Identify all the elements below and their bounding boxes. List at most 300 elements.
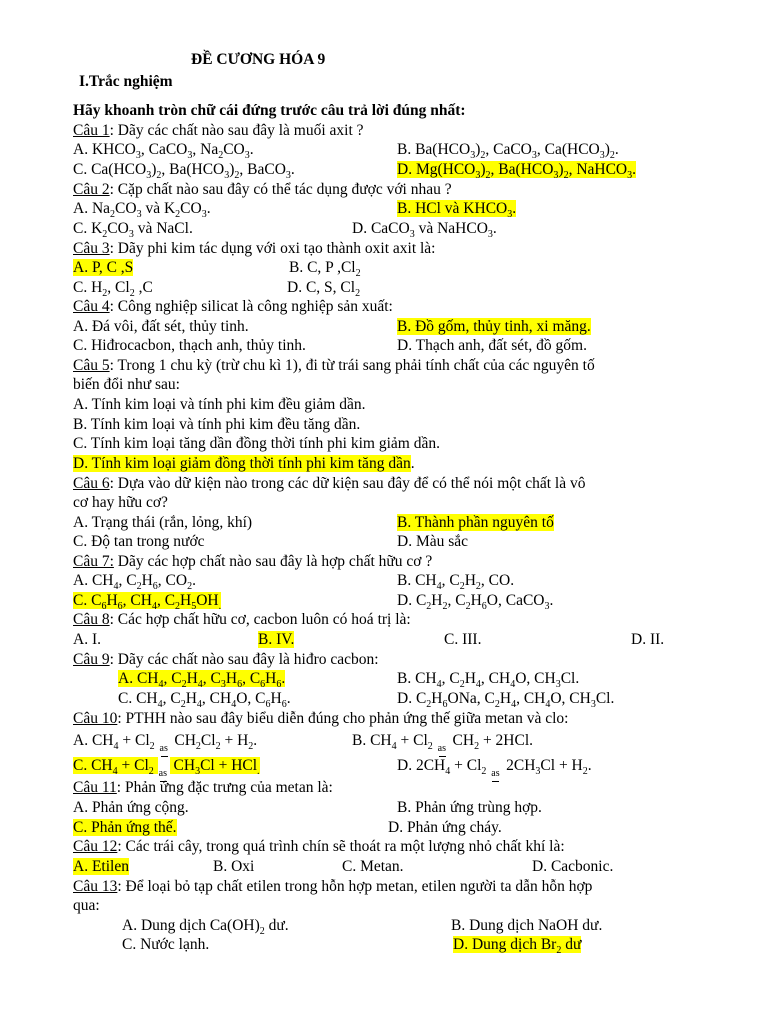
- formula-text: B. CH: [352, 732, 392, 749]
- formula-text: dư.: [264, 917, 289, 934]
- q3-option-c[interactable]: [73, 278, 153, 300]
- q3-option-a[interactable]: [73, 258, 133, 277]
- formula-subscript: 2: [195, 741, 201, 753]
- question-10: [73, 709, 568, 728]
- q7-option-b[interactable]: [397, 571, 515, 593]
- formula-subscript: 2: [248, 741, 254, 753]
- formula-subscript: 3: [224, 170, 230, 182]
- formula-text: O, CH: [550, 690, 591, 707]
- q3-option-d[interactable]: [287, 278, 361, 300]
- q10-option-b[interactable]: [352, 731, 534, 754]
- q10-option-a[interactable]: [73, 731, 258, 754]
- formula-text: H: [185, 690, 197, 707]
- answer-highlight: [453, 936, 582, 957]
- q13-option-c[interactable]: C. Nước lạnh.: [122, 936, 210, 953]
- question-number: Câu 3: [73, 240, 110, 257]
- q11-option-d[interactable]: D. Phản ứng cháy.: [388, 819, 502, 836]
- q12-option-a[interactable]: [73, 857, 129, 876]
- q2-option-b[interactable]: [397, 199, 517, 221]
- formula-text: ): [475, 141, 481, 158]
- arrow-bar: [492, 781, 499, 782]
- question-8: [73, 610, 411, 629]
- formula-text: ONa, C: [447, 690, 495, 707]
- formula-subscript: 2: [481, 766, 487, 778]
- formula-subscript: 2: [485, 170, 491, 182]
- formula-subscript: 2: [355, 268, 361, 280]
- formula-text: .: [512, 200, 517, 217]
- formula-subscript: 2: [181, 679, 187, 691]
- formula-text: , C: [156, 592, 176, 609]
- formula-text: CH: [170, 732, 196, 749]
- formula-text: , CH: [480, 670, 511, 687]
- q8-option-b[interactable]: [258, 630, 294, 649]
- formula-subscript: 2: [609, 150, 615, 162]
- reactants: [352, 732, 437, 753]
- formula-text: và NaCl.: [133, 220, 193, 237]
- q13-option-d[interactable]: [453, 935, 582, 957]
- formula-subscript: 4: [436, 679, 442, 691]
- formula-subscript: 4: [475, 679, 481, 691]
- formula-text: , C: [118, 572, 137, 589]
- formula-text: , Ba(HCO: [161, 161, 225, 178]
- formula-subscript: 4: [545, 699, 551, 711]
- products: [448, 732, 534, 753]
- formula-text: , CaCO: [485, 141, 532, 158]
- q8-option-c[interactable]: C. III.: [444, 631, 482, 648]
- question-number: Câu 6: [73, 475, 110, 492]
- formula-subscript: 2: [442, 601, 448, 613]
- question-number: Câu 5: [73, 357, 110, 374]
- q8-option-a[interactable]: A. I.: [73, 631, 101, 648]
- answer-highlight: [169, 757, 260, 778]
- question-number: Câu 13: [73, 878, 118, 895]
- answer-highlight: C. Phản ứng thế.: [73, 819, 177, 836]
- q4-option-c[interactable]: C. Hiđrocacbon, thạch anh, thủy tinh.: [73, 337, 306, 354]
- formula-text: H: [431, 690, 443, 707]
- formula-text: .: [192, 572, 196, 589]
- formula-text: .: [632, 161, 637, 178]
- q7-option-c[interactable]: [73, 591, 222, 613]
- formula-subscript: 2: [426, 699, 432, 711]
- question-text: : Dựa vào dữ kiện nào trong các dữ kiện sau đây để có thể nói một chất là vô: [109, 475, 586, 492]
- formula-text: CH: [448, 732, 475, 749]
- formula-subscript: 3: [555, 679, 561, 691]
- formula-subscript: 3: [507, 209, 513, 221]
- question-5: [73, 356, 595, 375]
- formula-subscript: 3: [475, 170, 481, 182]
- answer-highlight: B. Đồ gốm, thủy tinh, xi măng.: [397, 318, 591, 335]
- formula-text: .: [549, 592, 554, 609]
- formula-text: , CaCO: [140, 141, 188, 158]
- q13-option-b[interactable]: B. Dung dịch NaOH dư.: [451, 917, 603, 934]
- q6-option-d[interactable]: D. Màu sắc: [397, 533, 469, 550]
- formula-text: CO: [180, 200, 202, 217]
- q9-option-a[interactable]: [118, 669, 286, 691]
- formula-text: Cl + HCl: [200, 757, 258, 774]
- formula-subscript: 6: [442, 699, 448, 711]
- formula-text: , Ca(HCO: [536, 141, 600, 158]
- formula-subscript: 3: [553, 170, 559, 182]
- question-11: [73, 778, 333, 797]
- formula-text: , BaCO: [239, 161, 286, 178]
- reactants: [397, 757, 490, 778]
- formula-subscript: 3: [195, 766, 201, 778]
- formula-text: B. C, P ,Cl: [289, 259, 356, 276]
- reactants: [73, 732, 159, 753]
- formula-text: , C: [162, 690, 181, 707]
- q4-option-d[interactable]: D. Thạch anh, đất sét, đồ gốm.: [397, 337, 587, 354]
- formula-text: , Cl: [107, 279, 130, 296]
- q2-option-c[interactable]: [73, 219, 193, 241]
- formula-text: , CO.: [480, 572, 515, 589]
- question-5-continued: biến đổi như sau:: [73, 376, 180, 393]
- q4-option-b[interactable]: [397, 317, 591, 336]
- formula-text: CO: [223, 141, 245, 158]
- formula-subscript: 2: [218, 150, 224, 162]
- formula-text: D. Dung dịch Br: [453, 936, 557, 953]
- formula-subscript: 2: [234, 170, 240, 182]
- formula-text: + Cl: [450, 757, 482, 774]
- question-text: : Các hợp chất hữu cơ, cacbon luôn có hoá trị là:: [109, 611, 411, 628]
- question-text: : Trong 1 chu kỳ (trừ chu kì 1), đi từ trái sang phải tính chất của các nguyên tố: [109, 357, 595, 374]
- q12-option-b[interactable]: B. Oxi: [213, 858, 255, 875]
- formula-subscript: 2: [474, 741, 480, 753]
- formula-text: B. Ba(HCO: [397, 141, 471, 158]
- formula-subscript: 3: [627, 170, 633, 182]
- question-9: [73, 650, 379, 669]
- formula-text: Cl.: [560, 670, 580, 687]
- formula-text: D. C, S, Cl: [287, 279, 356, 296]
- q6-option-a[interactable]: A. Trạng thái (rắn, lỏng, khí): [73, 514, 253, 531]
- formula-text: H: [464, 572, 476, 589]
- q1-option-a[interactable]: [73, 140, 254, 162]
- formula-subscript: 2: [355, 288, 361, 300]
- formula-subscript: 2: [175, 601, 181, 613]
- formula-text: .: [614, 141, 619, 158]
- formula-text: + 2HCl.: [479, 732, 534, 749]
- formula-text: D. 2CH: [397, 757, 446, 774]
- formula-text: C. CH: [73, 757, 113, 774]
- as-label: as: [437, 743, 446, 754]
- formula-subscript: 3: [135, 150, 141, 162]
- formula-text: ): [229, 161, 235, 178]
- q9-option-b[interactable]: [397, 669, 580, 691]
- formula-text: + Cl: [118, 732, 150, 749]
- formula-subscript: 3: [128, 229, 134, 241]
- formula-subscript: 2: [148, 766, 154, 778]
- formula-text: H: [431, 592, 443, 609]
- formula-text: .: [249, 141, 254, 158]
- q4-option-a[interactable]: A. Đá vôi, đất sét, thủy tinh.: [73, 318, 249, 335]
- formula-text: , CO: [157, 572, 188, 589]
- formula-text: ): [558, 161, 564, 178]
- formula-subscript: 6: [281, 699, 287, 711]
- question-number: Câu 2: [73, 181, 110, 198]
- formula-subscript: 3: [599, 150, 605, 162]
- formula-text: C. Ca(HCO: [73, 161, 147, 178]
- formula-text: H: [470, 592, 482, 609]
- q1-option-c[interactable]: [73, 160, 295, 182]
- formula-subscript: 4: [445, 766, 451, 778]
- question-text: : Cặp chất nào sau đây có thể tác dụng được với nhau ?: [109, 181, 452, 198]
- formula-subscript: 3: [244, 150, 250, 162]
- formula-text: + Cl: [117, 757, 149, 774]
- question-4: [73, 297, 393, 316]
- formula-subscript: 2: [427, 741, 433, 753]
- formula-subscript: 6: [117, 601, 123, 613]
- page-title: ĐỀ CƯƠNG HÓA 9: [191, 51, 326, 68]
- formula-subscript: 2: [187, 581, 193, 593]
- q2-option-a[interactable]: [73, 199, 211, 221]
- as-label: as: [491, 768, 500, 779]
- formula-subscript: 4: [112, 766, 118, 778]
- formula-subscript: 2: [465, 601, 471, 613]
- formula-text: H: [141, 572, 153, 589]
- q5-option-a[interactable]: A. Tính kim loại và tính phi kim đều giảm dần.: [73, 396, 366, 413]
- formula-subscript: 2: [582, 766, 588, 778]
- formula-subscript: 2: [563, 170, 569, 182]
- formula-subscript: 3: [201, 209, 207, 221]
- formula-text: A. CH: [73, 732, 114, 749]
- question-text: : Dãy các chất nào sau đây là hiđro cacbon:: [109, 651, 379, 668]
- formula-subscript: 6: [152, 581, 158, 593]
- formula-text: .: [286, 690, 291, 707]
- formula-text: C. CH: [118, 690, 158, 707]
- formula-text: D. CaCO: [352, 220, 410, 237]
- formula-text: CH: [169, 757, 196, 774]
- formula-text: [155, 732, 159, 749]
- question-number: Câu 9: [73, 651, 110, 668]
- question-number: Câu 4: [73, 298, 110, 315]
- q12-option-d[interactable]: D. Cacbonic.: [532, 858, 614, 875]
- formula-subscript: 4: [113, 581, 119, 593]
- question-6: [73, 474, 585, 493]
- formula-text: .: [587, 757, 592, 774]
- q5-option-c[interactable]: C. Tính kim loại tăng dần đồng thời tính phi kim giảm dần.: [73, 435, 440, 452]
- formula-subscript: 3: [531, 150, 537, 162]
- formula-subscript: 6: [276, 679, 282, 691]
- formula-subscript: 3: [487, 229, 493, 241]
- q7-option-d[interactable]: [397, 591, 554, 613]
- formula-text: A. Na: [73, 200, 111, 217]
- formula-text: , C: [441, 572, 460, 589]
- formula-text: D. C: [397, 592, 427, 609]
- q11-option-a[interactable]: A. Phản ứng cộng.: [73, 799, 189, 816]
- formula-text: .: [281, 670, 286, 687]
- formula-text: ): [480, 161, 486, 178]
- q6-option-b[interactable]: [397, 513, 554, 532]
- formula-text: .: [206, 200, 211, 217]
- formula-subscript: 4: [158, 679, 164, 691]
- q10-option-c[interactable]: [73, 756, 260, 779]
- answer-highlight: A. Etilen: [73, 858, 129, 875]
- formula-text: A. KHCO: [73, 141, 136, 158]
- formula-subscript: 3: [409, 229, 415, 241]
- q1-option-d[interactable]: [397, 160, 637, 182]
- q9-option-c[interactable]: [118, 689, 291, 711]
- formula-subscript: 4: [231, 699, 237, 711]
- question-2: [73, 180, 452, 199]
- formula-subscript: 2: [459, 679, 465, 691]
- formula-text: O, CH: [515, 670, 556, 687]
- formula-text: B. CH: [397, 572, 437, 589]
- question-text: : Dãy phi kim tác dụng với oxi tạo thành oxit axit là:: [109, 240, 436, 257]
- formula-text: B. HCl và KHCO: [397, 200, 508, 217]
- formula-subscript: 4: [391, 741, 397, 753]
- answer-highlight: D. Tính kim loại giảm đồng thời tính phi kim tăng dần: [73, 455, 411, 472]
- q2-option-d[interactable]: [352, 219, 497, 241]
- formula-subscript: 2: [459, 581, 465, 593]
- formula-subscript: 3: [220, 679, 226, 691]
- q9-option-d[interactable]: [397, 689, 615, 711]
- formula-text: ): [604, 141, 610, 158]
- q11-option-c[interactable]: [73, 818, 177, 837]
- formula-text: Cl: [200, 732, 216, 749]
- q5-option-d[interactable]: [73, 454, 415, 473]
- formula-text: .: [253, 732, 258, 749]
- formula-subscript: 3: [470, 150, 476, 162]
- formula-subscript: 2: [494, 699, 500, 711]
- q1-option-b[interactable]: [397, 140, 619, 162]
- answer-highlight: B. IV.: [258, 631, 295, 648]
- formula-subscript: 3: [187, 150, 193, 162]
- q13-option-a[interactable]: [122, 916, 289, 938]
- q7-option-a[interactable]: [73, 571, 196, 593]
- formula-text: A. Dung dịch Ca(OH): [122, 917, 260, 934]
- formula-text: , C: [441, 670, 460, 687]
- formula-subscript: 2: [110, 209, 116, 221]
- question-number: Câu 7:: [73, 553, 114, 570]
- formula-text: Cl.: [595, 690, 615, 707]
- formula-text: dư: [561, 936, 582, 953]
- formula-text: .: [492, 220, 497, 237]
- question-3: [73, 239, 436, 258]
- formula-text: , C: [447, 592, 466, 609]
- q10-option-d[interactable]: [397, 756, 592, 779]
- formula-text: và NaHCO: [414, 220, 488, 237]
- formula-text: H: [106, 592, 118, 609]
- question-text: : Phản ứng đặc trưng của metan là:: [116, 779, 333, 796]
- formula-subscript: 2: [215, 741, 221, 753]
- formula-text: O, C: [236, 690, 266, 707]
- formula-subscript: 2: [426, 601, 432, 613]
- question-number: Câu 8: [73, 611, 110, 628]
- formula-subscript: 6: [260, 679, 266, 691]
- formula-subscript: 4: [196, 699, 202, 711]
- formula-subscript: 4: [511, 699, 517, 711]
- answer-highlight: [397, 161, 637, 182]
- formula-text: [154, 757, 158, 774]
- formula-subscript: 4: [113, 741, 119, 753]
- formula-subscript: 2: [102, 288, 108, 300]
- section-heading: I.Trắc nghiệm: [79, 73, 173, 90]
- q12-option-c[interactable]: C. Metan.: [342, 858, 404, 875]
- formula-subscript: 3: [146, 170, 152, 182]
- formula-text: ): [151, 161, 157, 178]
- formula-text: B. CH: [397, 670, 437, 687]
- as-label: as: [158, 768, 167, 779]
- formula-text: [433, 732, 437, 749]
- q3-option-b[interactable]: [289, 258, 361, 280]
- formula-text: , C: [202, 670, 221, 687]
- formula-subscript: .: [257, 766, 260, 778]
- formula-subscript: 6: [237, 679, 243, 691]
- formula-text: và K: [141, 200, 176, 217]
- question-number: Câu 11: [73, 779, 117, 796]
- question-number: Câu 12: [73, 838, 118, 855]
- formula-text: H: [499, 690, 512, 707]
- q5-option-b[interactable]: B. Tính kim loại và tính phi kim đều tăng dần.: [73, 416, 361, 433]
- formula-text: 2CH: [502, 757, 536, 774]
- formula-subscript: 3: [136, 209, 142, 221]
- answer-highlight: A. P, C ,S: [73, 259, 134, 276]
- question-12: [73, 837, 565, 856]
- question-6-continued: cơ hay hữu cơ?: [73, 494, 168, 511]
- question-text: Dãy các hợp chất nào sau đây là hợp chất hữu cơ ?: [113, 553, 433, 570]
- as-label: as: [159, 743, 168, 754]
- q8-option-d[interactable]: D. II.: [631, 631, 665, 648]
- formula-text: H: [270, 690, 282, 707]
- formula-text: D. Mg(HCO: [397, 161, 476, 178]
- answer-highlight: [397, 200, 517, 221]
- formula-text: H: [225, 670, 238, 687]
- formula-subscript: 4: [197, 679, 203, 691]
- question-text: : Dãy các chất nào sau đây là muối axit ?: [109, 122, 364, 139]
- formula-text: H: [180, 592, 192, 609]
- q11-option-b[interactable]: B. Phản ứng trùng hợp.: [397, 799, 542, 816]
- answer-highlight: [73, 592, 222, 613]
- formula-text: , CH: [122, 592, 152, 609]
- formula-text: C. H: [73, 279, 103, 296]
- formula-text: C. K: [73, 220, 103, 237]
- formula-subscript: 4: [510, 679, 516, 691]
- formula-text: , Na: [192, 141, 219, 158]
- formula-subscript: 5: [191, 601, 197, 613]
- option-tail: .: [410, 455, 415, 472]
- formula-text: C. C: [73, 592, 102, 609]
- formula-text: , CH: [201, 690, 232, 707]
- q6-option-c[interactable]: C. Độ tan trong nước: [73, 533, 205, 550]
- formula-subscript: 2: [259, 926, 265, 938]
- formula-text: , C: [242, 670, 261, 687]
- formula-subscript: 4: [151, 601, 157, 613]
- formula-text: A. CH: [73, 572, 114, 589]
- formula-text: O, CaCO: [486, 592, 545, 609]
- answer-highlight: [73, 757, 158, 778]
- formula-subscript: 2: [156, 170, 162, 182]
- formula-text: Cl + H: [540, 757, 583, 774]
- formula-subscript: 2: [149, 741, 155, 753]
- question-13: [73, 877, 592, 896]
- formula-subscript: .: [218, 601, 222, 613]
- formula-subscript: 3: [535, 766, 541, 778]
- formula-text: CO: [115, 200, 137, 217]
- formula-text: ,C: [134, 279, 153, 296]
- formula-text: , Ba(HCO: [490, 161, 554, 178]
- formula-subscript: 3: [590, 699, 596, 711]
- formula-text: D. C: [397, 690, 427, 707]
- answer-highlight: [118, 670, 286, 691]
- formula-subscript: 2: [556, 945, 562, 957]
- formula-text: + H: [220, 732, 249, 749]
- formula-subscript: 2: [180, 699, 186, 711]
- question-13-continued: qua:: [73, 897, 100, 914]
- question-7: [73, 552, 432, 571]
- question-text: : PTHH nào sau đây biểu diễn đúng cho phản ứng thế giữa metan và clo:: [117, 710, 569, 727]
- products: [170, 732, 258, 753]
- formula-text: , NaHCO: [568, 161, 628, 178]
- formula-text: OH: [196, 592, 219, 609]
